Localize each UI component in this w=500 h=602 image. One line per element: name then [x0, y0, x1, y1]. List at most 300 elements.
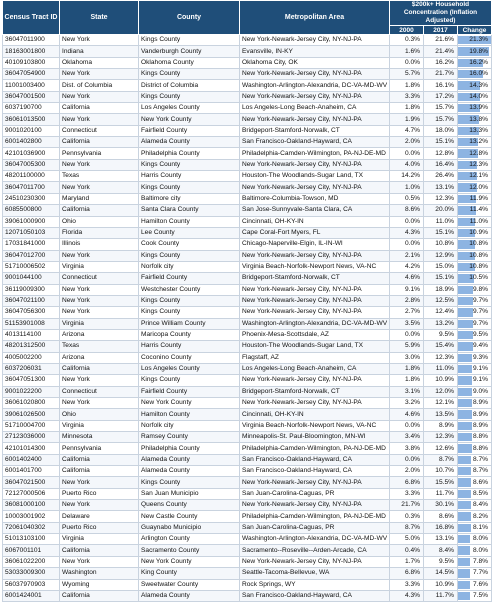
state-cell: California — [60, 454, 139, 465]
metro-area-cell: Philadelphia-Camden-Wilmington, PA-NJ-DE-MD — [240, 511, 390, 522]
value-2000-cell: 2.1% — [390, 250, 424, 261]
change-cell — [458, 318, 492, 329]
metro-area-cell: New York-Newark-Jersey City, NY-NJ-PA — [240, 398, 390, 409]
change-value: 7.7% — [472, 569, 488, 577]
table-row — [3, 432, 492, 443]
state-cell: New York — [60, 114, 139, 125]
state-cell: Wyoming — [60, 579, 139, 590]
table-row — [3, 103, 492, 114]
change-cell — [458, 477, 492, 488]
value-2000-cell: 1.7% — [390, 556, 424, 567]
county-cell: New York County — [139, 556, 240, 567]
tract-id-cell: 6085500800 — [3, 205, 60, 216]
state-cell: Connecticut — [60, 273, 139, 284]
table-row — [3, 227, 492, 238]
value-2017-cell: 12.4% — [424, 307, 458, 318]
tract-id-cell: 36047005300 — [3, 159, 60, 170]
value-2017-cell: 15.0% — [424, 261, 458, 272]
change-cell — [458, 556, 492, 567]
value-2017-cell: 15.7% — [424, 114, 458, 125]
value-2017-cell: 15.1% — [424, 227, 458, 238]
state-cell: Arizona — [60, 329, 139, 340]
value-2000-cell: 1.8% — [390, 375, 424, 386]
value-2017-cell: 21.7% — [424, 69, 458, 80]
metro-area-cell: Bridgeport-Stamford-Norwalk, CT — [240, 125, 390, 136]
county-cell: Kings County — [139, 375, 240, 386]
value-2017-cell: 16.4% — [424, 159, 458, 170]
metro-area-cell: Bridgeport-Stamford-Norwalk, CT — [240, 273, 390, 284]
table-row — [3, 352, 492, 363]
value-2000-cell: 3.2% — [390, 398, 424, 409]
change-value: 12.1% — [469, 172, 488, 180]
tract-id-cell: 51710004700 — [3, 420, 60, 431]
tract-id-cell: 53033009300 — [3, 568, 60, 579]
tract-id-cell: 40109103800 — [3, 57, 60, 68]
state-cell: Puerto Rico — [60, 488, 139, 499]
county-cell: Lee County — [139, 227, 240, 238]
value-2017-cell: 10.8% — [424, 239, 458, 250]
value-2017-cell: 11.0% — [424, 363, 458, 374]
metro-area-cell: San Francisco-Oakland-Hayward, CA — [240, 454, 390, 465]
value-2017-cell: 11.7% — [424, 590, 458, 601]
value-2017-cell: 8.7% — [424, 454, 458, 465]
value-2000-cell: 3.4% — [390, 432, 424, 443]
change-cell — [458, 69, 492, 80]
table-row — [3, 171, 492, 182]
change-value: 8.1% — [472, 523, 488, 531]
table-row — [3, 568, 492, 579]
value-2017-cell: 16.8% — [424, 522, 458, 533]
change-value: 13.2% — [469, 138, 488, 146]
value-2017-cell: 8.6% — [424, 511, 458, 522]
value-2017-cell: 16.1% — [424, 80, 458, 91]
change-cell — [458, 329, 492, 340]
metro-area-cell: Los Angeles-Long Beach-Anaheim, CA — [240, 363, 390, 374]
county-cell: Alameda County — [139, 454, 240, 465]
value-2017-cell: 16.2% — [424, 57, 458, 68]
change-value: 9.3% — [472, 353, 488, 361]
change-value: 8.9% — [472, 421, 488, 429]
change-value: 8.8% — [472, 444, 488, 452]
value-2000-cell: 1.9% — [390, 114, 424, 125]
change-cell — [458, 193, 492, 204]
value-2000-cell: 0.0% — [390, 216, 424, 227]
header-metro-area: Metropolitan Area — [240, 1, 390, 35]
tract-id-cell: 18163001800 — [3, 46, 60, 57]
tract-table — [2, 0, 492, 602]
tract-id-cell: 72127000506 — [3, 488, 60, 499]
state-cell: Oklahoma — [60, 57, 139, 68]
state-cell: Puerto Rico — [60, 522, 139, 533]
metro-area-cell: New York-Newark-Jersey City, NY-NJ-PA — [240, 375, 390, 386]
value-2017-cell: 12.8% — [424, 148, 458, 159]
county-cell: Maricopa County — [139, 329, 240, 340]
tract-id-cell: 6001401700 — [3, 466, 60, 477]
change-cell — [458, 386, 492, 397]
table-row — [3, 137, 492, 148]
change-value: 8.0% — [472, 546, 488, 554]
table-row — [3, 295, 492, 306]
tract-id-cell: 12071050103 — [3, 227, 60, 238]
change-cell — [458, 295, 492, 306]
table-row — [3, 91, 492, 102]
table-row — [3, 46, 492, 57]
table-row — [3, 522, 492, 533]
tract-id-cell: 27123036000 — [3, 432, 60, 443]
change-cell — [458, 227, 492, 238]
tract-id-cell: 36061022200 — [3, 556, 60, 567]
value-2017-cell: 13.2% — [424, 318, 458, 329]
table-row — [3, 579, 492, 590]
table-row — [3, 80, 492, 91]
value-2000-cell: 4.3% — [390, 227, 424, 238]
table-row — [3, 69, 492, 80]
table-row — [3, 375, 492, 386]
change-cell — [458, 114, 492, 125]
county-cell: Queens County — [139, 500, 240, 511]
metro-area-cell: Rock Springs, WY — [240, 579, 390, 590]
metro-area-cell: Chicago-Naperville-Elgin, IL-IN-WI — [240, 239, 390, 250]
change-value: 21.3% — [469, 36, 488, 44]
county-cell: Harris County — [139, 171, 240, 182]
change-cell — [458, 171, 492, 182]
change-cell — [458, 148, 492, 159]
change-value: 8.7% — [472, 467, 488, 475]
metro-area-cell: New York-Newark-Jersey City, NY-NJ-PA — [240, 307, 390, 318]
value-2017-cell: 10.9% — [424, 579, 458, 590]
tract-id-cell: 39061000900 — [3, 216, 60, 227]
county-cell: Kings County — [139, 250, 240, 261]
table-row — [3, 466, 492, 477]
state-cell: New York — [60, 250, 139, 261]
value-2000-cell: 3.3% — [390, 579, 424, 590]
metro-area-cell: New York-Newark-Jersey City, NY-NJ-PA — [240, 477, 390, 488]
county-cell: Fairfield County — [139, 125, 240, 136]
change-value: 8.9% — [472, 399, 488, 407]
state-cell: Maryland — [60, 193, 139, 204]
change-cell — [458, 284, 492, 295]
value-2000-cell: 1.8% — [390, 80, 424, 91]
change-value: 13.8% — [469, 115, 488, 123]
county-cell: Westchester County — [139, 284, 240, 295]
value-2017-cell: 13.5% — [424, 409, 458, 420]
state-cell: Texas — [60, 171, 139, 182]
tract-id-cell: 6037190700 — [3, 103, 60, 114]
table-row — [3, 35, 492, 46]
change-value: 13.9% — [469, 104, 488, 112]
change-cell — [458, 375, 492, 386]
tract-id-cell: 24510230300 — [3, 193, 60, 204]
table-row — [3, 454, 492, 465]
tract-id-cell: 39061026500 — [3, 409, 60, 420]
change-cell — [458, 216, 492, 227]
tract-id-cell: 36047021100 — [3, 295, 60, 306]
value-2000-cell: 0.0% — [390, 329, 424, 340]
metro-area-cell: Cincinnati, OH-KY-IN — [240, 409, 390, 420]
county-cell: Philadelphia County — [139, 443, 240, 454]
change-cell — [458, 443, 492, 454]
value-2017-cell: 26.4% — [424, 171, 458, 182]
value-2000-cell: 4.6% — [390, 409, 424, 420]
state-cell: California — [60, 466, 139, 477]
metro-area-cell: Philadelphia-Camden-Wilmington, PA-NJ-DE-MD — [240, 443, 390, 454]
county-cell: Alameda County — [139, 590, 240, 601]
change-value: 10.8% — [469, 240, 488, 248]
state-cell: Indiana — [60, 46, 139, 57]
metro-area-cell: Phoenix-Mesa-Scottsdale, AZ — [240, 329, 390, 340]
header-change: Change — [458, 26, 492, 35]
table-body — [3, 35, 492, 602]
state-cell: Virginia — [60, 420, 139, 431]
county-cell: Kings County — [139, 295, 240, 306]
county-cell: Los Angeles County — [139, 363, 240, 374]
county-cell: Norfolk city — [139, 420, 240, 431]
state-cell: Dist. of Columbia — [60, 80, 139, 91]
change-value: 10.8% — [469, 263, 488, 271]
value-2017-cell: 11.7% — [424, 488, 458, 499]
county-cell: Alameda County — [139, 137, 240, 148]
tract-id-cell: 36047054900 — [3, 69, 60, 80]
change-value: 11.0% — [469, 217, 488, 225]
change-cell — [458, 579, 492, 590]
value-2000-cell: 9.1% — [390, 284, 424, 295]
table-row — [3, 488, 492, 499]
change-cell — [458, 273, 492, 284]
value-2000-cell: 3.0% — [390, 352, 424, 363]
change-value: 9.7% — [472, 319, 488, 327]
value-2000-cell: 0.5% — [390, 193, 424, 204]
table-row — [3, 511, 492, 522]
value-2017-cell: 30.1% — [424, 500, 458, 511]
county-cell: Arlington County — [139, 534, 240, 545]
value-2017-cell: 15.1% — [424, 273, 458, 284]
tract-id-cell: 17031841000 — [3, 239, 60, 250]
tract-id-cell: 36047021500 — [3, 477, 60, 488]
change-value: 10.9% — [469, 229, 488, 237]
value-2000-cell: 0.0% — [390, 454, 424, 465]
county-cell: New York County — [139, 114, 240, 125]
change-cell — [458, 80, 492, 91]
state-cell: New York — [60, 284, 139, 295]
value-2017-cell: 12.5% — [424, 295, 458, 306]
tract-id-cell: 36047001500 — [3, 91, 60, 102]
change-value: 7.5% — [472, 592, 488, 600]
metro-area-cell: Washington-Arlington-Alexandria, DC-VA-MD-WV — [240, 318, 390, 329]
county-cell: Kings County — [139, 69, 240, 80]
county-cell: Norfolk city — [139, 261, 240, 272]
state-cell: Virginia — [60, 261, 139, 272]
value-2017-cell: 12.3% — [424, 193, 458, 204]
state-cell: Minnesota — [60, 432, 139, 443]
value-2017-cell: 10.7% — [424, 466, 458, 477]
value-2017-cell: 13.1% — [424, 534, 458, 545]
change-cell — [458, 454, 492, 465]
change-cell — [458, 409, 492, 420]
state-cell: Washington — [60, 568, 139, 579]
change-cell — [458, 205, 492, 216]
change-cell — [458, 488, 492, 499]
value-2017-cell: 15.5% — [424, 477, 458, 488]
value-2017-cell: 15.4% — [424, 341, 458, 352]
metro-area-cell: Baltimore-Columbia-Towson, MD — [240, 193, 390, 204]
metro-area-cell: Philadelphia-Camden-Wilmington, PA-NJ-DE-MD — [240, 148, 390, 159]
state-cell: Pennsylvania — [60, 148, 139, 159]
table-row — [3, 261, 492, 272]
change-value: 8.6% — [472, 478, 488, 486]
table-row — [3, 216, 492, 227]
change-value: 8.4% — [472, 501, 488, 509]
table-row — [3, 273, 492, 284]
tract-id-cell: 36081000100 — [3, 500, 60, 511]
value-2017-cell: 18.0% — [424, 125, 458, 136]
table-row — [3, 307, 492, 318]
county-cell: Cook County — [139, 239, 240, 250]
metro-area-cell: Seattle-Tacoma-Bellevue, WA — [240, 568, 390, 579]
change-value: 9.7% — [472, 297, 488, 305]
value-2017-cell: 12.3% — [424, 432, 458, 443]
metro-area-cell: Flagstaff, AZ — [240, 352, 390, 363]
change-value: 11.9% — [469, 194, 488, 202]
state-cell: Virginia — [60, 534, 139, 545]
state-cell: California — [60, 205, 139, 216]
county-cell: Kings County — [139, 159, 240, 170]
value-2000-cell: 0.0% — [390, 239, 424, 250]
table-row — [3, 114, 492, 125]
value-2000-cell: 5.7% — [390, 69, 424, 80]
county-cell: Ramsey County — [139, 432, 240, 443]
value-2000-cell: 2.0% — [390, 137, 424, 148]
value-2017-cell: 12.6% — [424, 443, 458, 454]
value-2000-cell: 6.8% — [390, 477, 424, 488]
metro-area-cell: Minneapolis-St. Paul-Bloomington, MN-WI — [240, 432, 390, 443]
change-value: 8.9% — [472, 410, 488, 418]
tract-id-cell: 6001402800 — [3, 137, 60, 148]
value-2000-cell: 2.0% — [390, 466, 424, 477]
value-2000-cell: 0.0% — [390, 420, 424, 431]
table-row — [3, 534, 492, 545]
metro-area-cell: New York-Newark-Jersey City, NY-NJ-PA — [240, 182, 390, 193]
state-cell: New York — [60, 159, 139, 170]
value-2017-cell: 12.0% — [424, 386, 458, 397]
metro-area-cell: Virginia Beach-Norfolk-Newport News, VA-NC — [240, 420, 390, 431]
table-row — [3, 182, 492, 193]
metro-area-cell: San Francisco-Oakland-Hayward, CA — [240, 466, 390, 477]
state-cell: Connecticut — [60, 386, 139, 397]
value-2017-cell: 12.3% — [424, 352, 458, 363]
change-cell — [458, 398, 492, 409]
change-value: 7.8% — [472, 557, 488, 565]
metro-area-cell: Sacramento--Roseville--Arden-Arcade, CA — [240, 545, 390, 556]
value-2000-cell: 8.6% — [390, 205, 424, 216]
value-2000-cell: 0.0% — [390, 57, 424, 68]
county-cell: Kings County — [139, 182, 240, 193]
change-value: 8.8% — [472, 433, 488, 441]
table-row — [3, 125, 492, 136]
change-cell — [458, 511, 492, 522]
value-2017-cell: 15.7% — [424, 103, 458, 114]
county-cell: Los Angeles County — [139, 103, 240, 114]
county-cell: Coconino County — [139, 352, 240, 363]
tract-id-cell: 9001044100 — [3, 273, 60, 284]
metro-area-cell: San Francisco-Oakland-Hayward, CA — [240, 590, 390, 601]
table-row — [3, 443, 492, 454]
table-row — [3, 250, 492, 261]
change-value: 10.8% — [469, 251, 488, 259]
state-cell: Ohio — [60, 409, 139, 420]
metro-area-cell: Los Angeles-Long Beach-Anaheim, CA — [240, 103, 390, 114]
value-2017-cell: 8.4% — [424, 545, 458, 556]
metro-area-cell: San Jose-Sunnyvale-Santa Clara, CA — [240, 205, 390, 216]
county-cell: Kings County — [139, 477, 240, 488]
metro-area-cell: Washington-Arlington-Alexandria, DC-VA-MD-WV — [240, 80, 390, 91]
value-2017-cell: 14.5% — [424, 568, 458, 579]
change-value: 12.0% — [469, 183, 488, 191]
table-row — [3, 386, 492, 397]
county-cell: San Juan Municipio — [139, 488, 240, 499]
change-value: 19.8% — [469, 47, 488, 55]
state-cell: New York — [60, 69, 139, 80]
value-2017-cell: 18.9% — [424, 284, 458, 295]
value-2000-cell: 21.7% — [390, 500, 424, 511]
tract-id-cell: 51013103100 — [3, 534, 60, 545]
change-cell — [458, 57, 492, 68]
state-cell: New York — [60, 398, 139, 409]
county-cell: Kings County — [139, 35, 240, 46]
value-2000-cell: 0.4% — [390, 545, 424, 556]
county-cell: Fairfield County — [139, 273, 240, 284]
metro-area-cell: New York-Newark-Jersey City, NY-NJ-PA — [240, 159, 390, 170]
table-row — [3, 545, 492, 556]
state-cell: California — [60, 103, 139, 114]
change-cell — [458, 363, 492, 374]
value-2000-cell: 4.6% — [390, 273, 424, 284]
county-cell: Philadelphia County — [139, 148, 240, 159]
change-value: 14.3% — [469, 81, 488, 89]
change-cell — [458, 545, 492, 556]
metro-area-cell: San Francisco-Oakland-Hayward, CA — [240, 137, 390, 148]
metro-area-cell: New York-Newark-Jersey City, NY-NJ-PA — [240, 91, 390, 102]
change-value: 9.1% — [472, 376, 488, 384]
metro-area-cell: Bridgeport-Stamford-Norwalk, CT — [240, 386, 390, 397]
table-row — [3, 329, 492, 340]
state-cell: Illinois — [60, 239, 139, 250]
value-2000-cell: 5.9% — [390, 341, 424, 352]
state-cell: Texas — [60, 341, 139, 352]
metro-area-cell: Oklahoma City, OK — [240, 57, 390, 68]
header-county: County — [139, 1, 240, 35]
change-value: 12.3% — [469, 160, 488, 168]
change-value: 8.2% — [472, 512, 488, 520]
county-cell: Alameda County — [139, 466, 240, 477]
metro-area-cell: New York-Newark-Jersey City, NY-NJ-PA — [240, 500, 390, 511]
value-2000-cell: 1.0% — [390, 182, 424, 193]
state-cell: New York — [60, 556, 139, 567]
change-cell — [458, 341, 492, 352]
value-2000-cell: 0.0% — [390, 148, 424, 159]
tract-id-cell: 36047051300 — [3, 375, 60, 386]
value-2000-cell: 0.3% — [390, 511, 424, 522]
county-cell: Guaynabo Municipio — [139, 522, 240, 533]
metro-area-cell: Houston-The Woodlands-Sugar Land, TX — [240, 171, 390, 182]
tract-id-cell: 4013114100 — [3, 329, 60, 340]
value-2000-cell: 8.7% — [390, 522, 424, 533]
county-cell: Oklahoma County — [139, 57, 240, 68]
value-2017-cell: 20.0% — [424, 205, 458, 216]
table-row — [3, 556, 492, 567]
value-2017-cell: 13.1% — [424, 182, 458, 193]
county-cell: District of Columbia — [139, 80, 240, 91]
metro-area-cell: New York-Newark-Jersey City, NY-NJ-PA — [240, 250, 390, 261]
